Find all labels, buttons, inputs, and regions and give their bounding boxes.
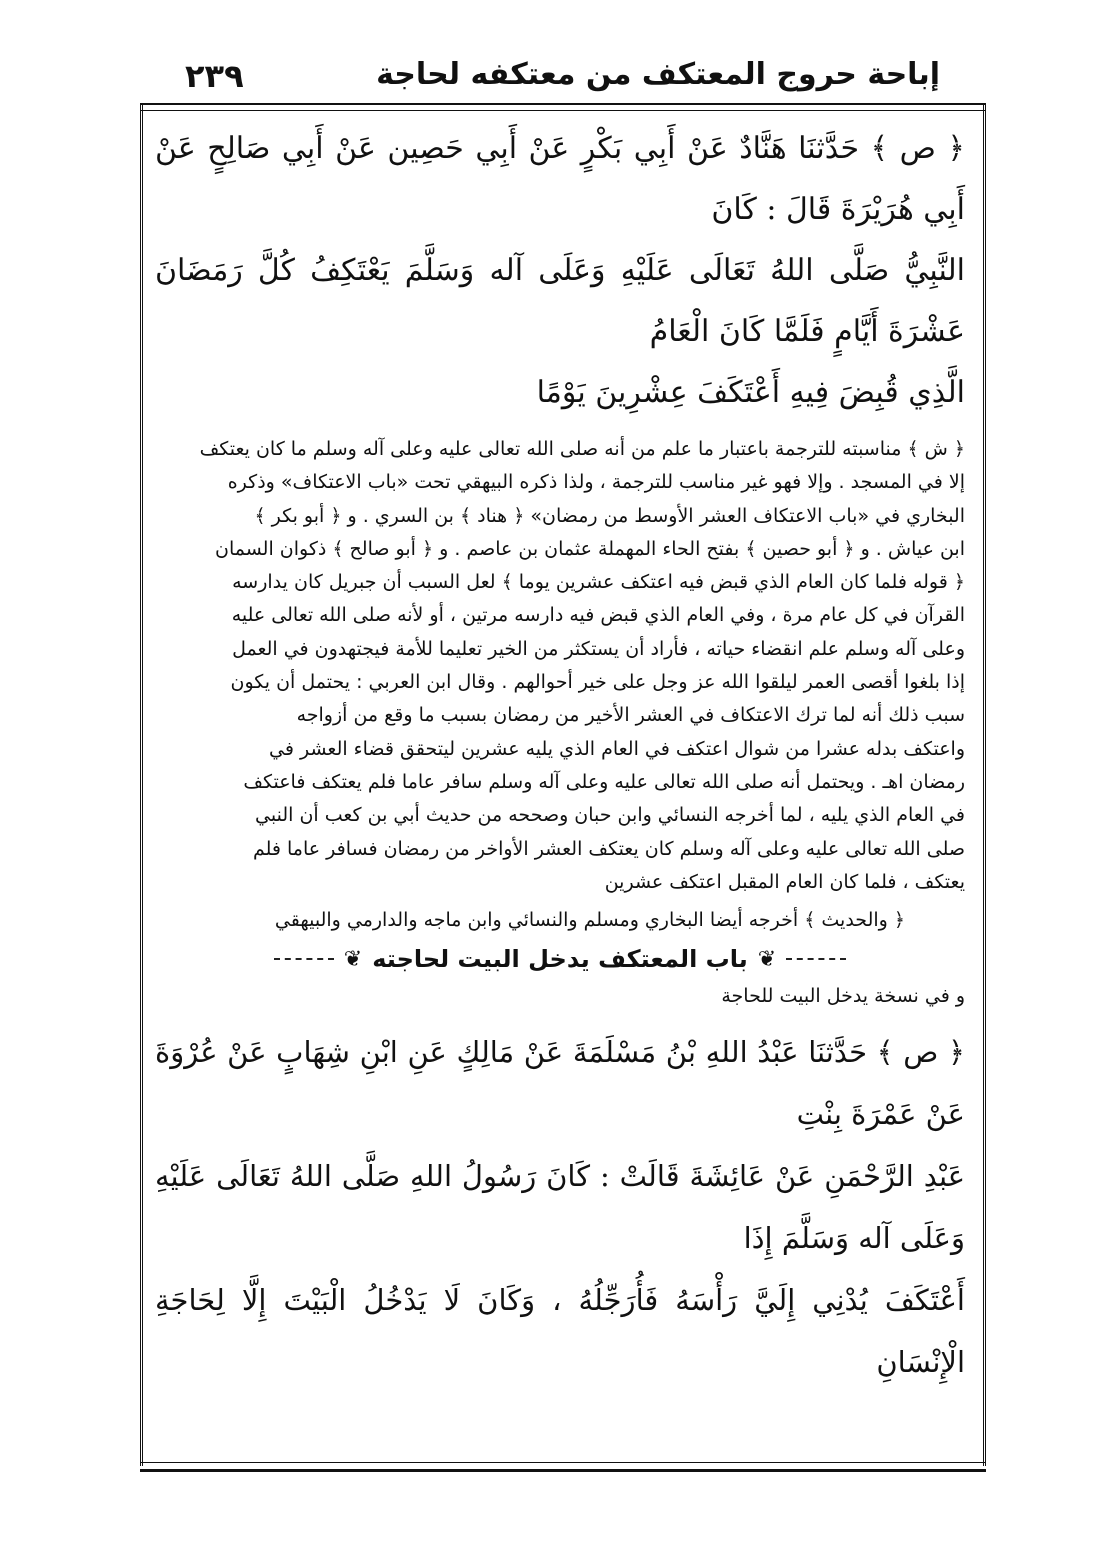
commentary-line: إلا في المسجد . وإلا فهو غير مناسب للترجمة ، ولذا ذكره البيهقي تحت «باب الاعتكاف» وذكره	[227, 471, 965, 494]
commentary-line: واعتكف بدله عشرا من شوال اعتكف في العام الذي يليه عشرين ليتحقق قضاء العشر في	[269, 737, 965, 760]
commentary-line: ﴿ ش ﴾ مناسبته للترجمة باعتبار ما علم من أنه صلى الله تعالى عليه وعلى آله وسلم ما كان يعتكف	[199, 438, 965, 460]
hadith-text-1	[155, 118, 965, 423]
flourish-icon: ❦	[343, 946, 363, 972]
alternate-version-note: و في نسخة يدخل البيت للحاجة	[721, 985, 965, 1008]
hadith-2-line: ﴿ ص ﴾ حَدَّثنَا عَبْدُ اللهِ بْنُ مَسْلَمَةَ عَنْ مَالِكٍ عَنِ ابْنِ شِهَابٍ عَنْ عُرْوَةَ عَنْ عَمْرَةَ بِنْتِ	[155, 1035, 965, 1132]
commentary-line: البخاري في «باب الاعتكاف العشر الأوسط من رمضان» ﴿ هناد ﴾ بن السري . و ﴿ أبو بكر ﴾	[254, 504, 965, 527]
page-number: ٢٣٩	[185, 57, 244, 95]
hadith-text-2	[155, 1021, 965, 1393]
page-content	[155, 118, 965, 1458]
hadith-1-line: ﴿ ص ﴾ حَدَّثنَا هَنَّادٌ عَنْ أَبِي بَكْرٍ عَنْ أَبِي حَصِين عَنْ أَبِي صَالِحٍ عَنْ أَبِي هُرَيْرَةَ قَالَ : كَانَ	[155, 131, 965, 227]
commentary-line: في العام الذي يليه ، لما أخرجه النسائي وابن حبان وصححه من حديث أبي بن كعب أن النبي	[255, 804, 965, 827]
ornament-line-left	[274, 958, 334, 960]
commentary-line: إذا بلغوا أقصى العمر ليلقوا الله عز وجل على خير أحوالهم . وقال ابن العربي : يحتمل أن يكون	[230, 671, 965, 694]
commentary-line: سبب ذلك أنه لما ترك الاعتكاف في العشر الأخير من رمضان بسبب ما وقع من أزواجه	[296, 704, 965, 727]
commentary-line: يعتكف ، فلما كان العام المقبل اعتكف عشرين	[604, 870, 965, 893]
ornament-line-right	[786, 958, 846, 960]
frame-bottom-rule	[140, 1462, 986, 1472]
page-header	[140, 55, 980, 105]
commentary-line: رمضان اهـ . ويحتمل أنه صلى الله تعالى عليه وعلى آله وسلم سافر عاما فلم يعتكف فاعتكف	[243, 770, 965, 793]
commentary-line: ﴿ قوله فلما كان العام الذي قبض فيه اعتكف عشرين يوما ﴾ لعل السبب أن جبريل كان يدارسه	[232, 571, 965, 594]
hadith-reference: ﴿ والحديث ﴾ أخرجه أيضا البخاري ومسلم والنسائي وابن ماجه والدارمي والبيهقي	[274, 909, 905, 932]
hadith-2-line: عَبْدِ الرَّحْمَنِ عَنْ عَائِشَةَ قَالَتْ : كَانَ رَسُولُ اللهِ صَلَّى اللهُ تَعَالَى عَلَيْهِ وَعَلَى آله وَسَلَّمَ إِذَا	[155, 1159, 965, 1256]
chapter-heading	[155, 945, 965, 973]
running-title: إباحة حروج المعتكف من معتكفه لحاجة	[376, 57, 940, 92]
chapter-title: باب المعتكف يدخل البيت لحاجته	[372, 945, 748, 974]
flourish-icon: ❦	[757, 946, 777, 972]
commentary-line: صلى الله تعالى عليه وعلى آله وسلم كان يعتكف العشر الأواخر من رمضان فسافر عاما فلم	[252, 837, 965, 860]
hadith-1-line: النَّبِيُّ صَلَّى اللهُ تَعَالَى عَلَيْهِ وَعَلَى آله وَسَلَّمَ يَعْتَكِفُ كُلَّ رَمَضَانَ عَشْرَةَ أَيَّامٍ فَلَمَّا كَانَ الْعَامُ	[155, 253, 965, 349]
commentary-line: ابن عياش . و ﴿ أبو حصين ﴾ بفتح الحاء المهملة عثمان بن عاصم . و ﴿ أبو صالح ﴾ ذكوان السمان	[214, 537, 965, 560]
commentary-1	[155, 433, 965, 937]
hadith-1-line: الَّذِي قُبِضَ فِيهِ أَعْتَكَفَ عِشْرِينَ يَوْمًا	[536, 375, 965, 410]
hadith-2-line: أَعْتَكَفَ يُدْنِي إِلَيَّ رَأْسَهُ فَأُرَجِّلُهُ ، وَكَانَ لَا يَدْخُلُ الْبَيْتَ إِلَّا لِحَاجَةِ الْإِنْسَانِ	[155, 1283, 965, 1380]
commentary-line: القرآن في كل عام مرة ، وفي العام الذي قبض فيه دارسه مرتين ، أو لأنه صلى الله تعالى عليه	[231, 604, 965, 627]
commentary-line: وعلى آله وسلم علم انقضاء حياته ، فأراد أن يستكثر من الخير تعليما للأمة فيجتهدون في العمل	[232, 637, 965, 660]
